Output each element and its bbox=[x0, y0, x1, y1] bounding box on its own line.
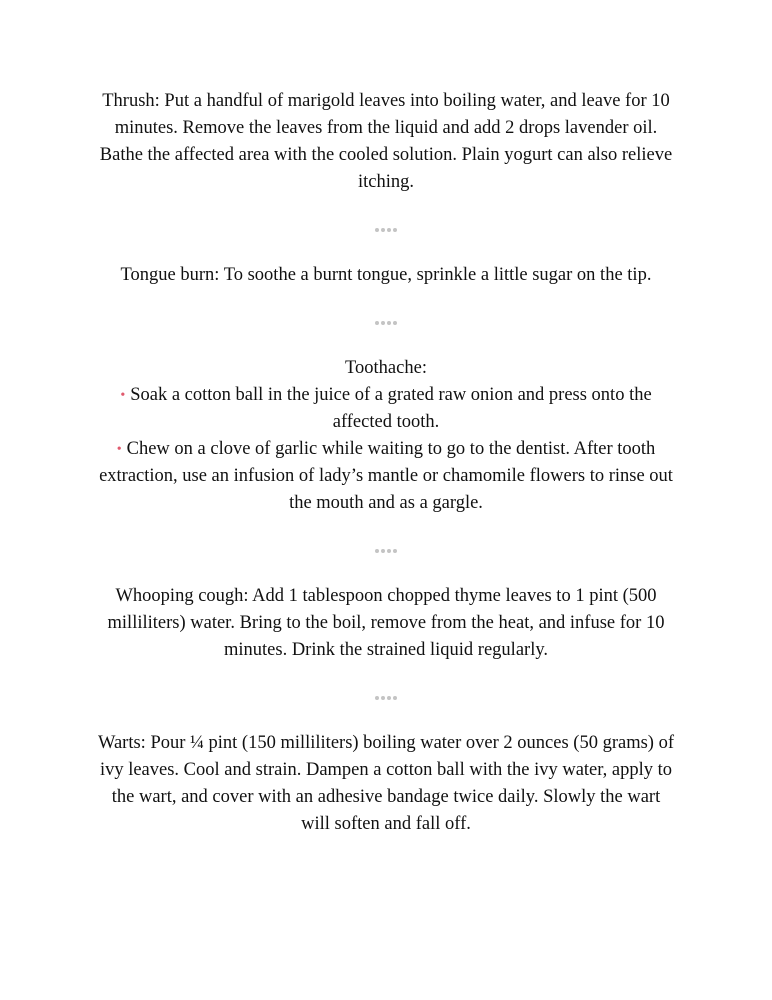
toothache-item bbox=[96, 382, 676, 436]
separator-dot bbox=[393, 696, 397, 700]
separator-dot bbox=[381, 228, 385, 232]
entry-warts: Warts: Pour ¼ pint (150 milliliters) boiling water over 2 ounces (50 grams) of ivy leaves. Cool and strain. Dampen a cotton ball with the ivy water, apply to the wart, and cover with an adhesive bandage twice daily. Slowly the wart will soften and fall off. bbox=[97, 733, 674, 834]
entry-toothache bbox=[96, 355, 676, 517]
separator-dot bbox=[387, 321, 391, 325]
section-separator bbox=[96, 218, 676, 242]
separator-dot bbox=[387, 696, 391, 700]
toothache-heading: Toothache: bbox=[345, 358, 427, 378]
separator-dot bbox=[381, 549, 385, 553]
separator-dot bbox=[375, 321, 379, 325]
section-separator bbox=[96, 311, 676, 335]
bullet-icon: • bbox=[120, 388, 126, 403]
separator-dot bbox=[387, 549, 391, 553]
section-separator bbox=[96, 686, 676, 710]
toothache-item-text: Soak a cotton ball in the juice of a grated raw onion and press onto the affected tooth. bbox=[130, 385, 652, 432]
entry-thrush: Thrush: Put a handful of marigold leaves into boiling water, and leave for 10 minutes. Remove the leaves from the liquid and add 2 drops lavender oil. Bathe the affected area with the cooled solution. Plain yogurt can also relieve itching. bbox=[99, 91, 673, 192]
toothache-item bbox=[96, 436, 676, 517]
toothache-item-text: Chew on a clove of garlic while waiting to go to the dentist. After tooth extraction, use an infusion of lady’s mantle or chamomile flowers to rinse out the mouth and as a gargle. bbox=[99, 439, 673, 513]
bullet-icon: • bbox=[116, 442, 122, 457]
separator-dot bbox=[387, 228, 391, 232]
entry-whooping-cough: Whooping cough: Add 1 tablespoon chopped thyme leaves to 1 pint (500 milliliters) water. Bring to the boil, remove from the heat, and infuse for 10 minutes. Drink the strained liquid regularly. bbox=[107, 586, 665, 660]
separator-dot bbox=[375, 696, 379, 700]
section-separator bbox=[96, 539, 676, 563]
separator-dot bbox=[381, 321, 385, 325]
separator-dot bbox=[393, 549, 397, 553]
separator-dot bbox=[393, 228, 397, 232]
separator-dot bbox=[381, 696, 385, 700]
separator-dot bbox=[375, 549, 379, 553]
separator-dot bbox=[375, 228, 379, 232]
entry-tongue-burn: Tongue burn: To soothe a burnt tongue, sprinkle a little sugar on the tip. bbox=[120, 265, 652, 285]
separator-dot bbox=[393, 321, 397, 325]
document-page bbox=[96, 88, 676, 838]
